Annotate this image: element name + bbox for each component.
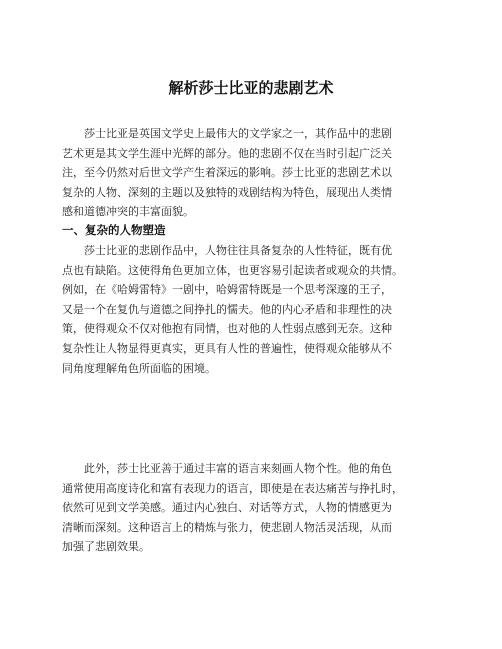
section-heading: 一、复杂的人物塑造: [62, 223, 166, 237]
intro-paragraph: [62, 124, 442, 222]
paragraph-line: 此外，莎士比亚善于通过丰富的语言来刻画人物个性。他的角色: [84, 462, 392, 475]
paragraph-line: 例如，在《哈姆雷特》一剧中，哈姆雷特既是一个思考深邃的王子，: [62, 283, 392, 297]
paragraph-line: 又是一个在复仇与道德之间挣扎的懦夫。他的内心矛盾和非理性的决: [62, 302, 392, 316]
paragraph-line: 感和道德冲突的丰富面貌。: [62, 205, 194, 219]
paragraph-line: 同角度理解角色所面临的困境。: [62, 361, 216, 375]
paragraph-line: 加强了悲剧效果。: [62, 540, 150, 554]
paragraph-line: 复杂性让人物显得更真实，更具有人性的普遍性，使得观众能够从不: [62, 341, 392, 355]
paragraph-line: 通常使用高度诗化和富有表现力的语言，即使是在表达痛苦与挣扎时，: [62, 481, 403, 495]
paragraph-line: 策，使得观众不仅对他抱有同情，也对他的人性弱点感到无奈。这种: [62, 322, 392, 336]
paragraph-line: 依然可见到文学美感。通过内心独白、对话等方式，人物的情感更为: [62, 501, 392, 515]
paragraph-line: 莎士比亚是英国文学史上最伟大的文学家之一，其作品中的悲剧: [84, 127, 392, 140]
paragraph-line: 注，至今仍然对后世文学产生着深远的影响。莎士比亚的悲剧艺术以: [62, 166, 392, 180]
paragraph-line: 复杂的人物、深刻的主题以及独特的戏剧结构为特色，展现出人类情: [62, 185, 392, 199]
section1-paragraph-1: [62, 241, 442, 378]
paragraph-line: 清晰而深刻。这种语言上的精炼与张力，使悲剧人物活灵活现，从而: [62, 520, 392, 534]
paragraph-line: 莎士比亚的悲剧作品中，人物往往具备复杂的人性特征，既有优: [84, 244, 392, 257]
paragraph-line: 艺术更是其文学生涯中光辉的部分。他的悲剧不仅在当时引起广泛关: [62, 146, 392, 160]
paragraph-line: 点也有缺陷。这使得角色更加立体，也更容易引起读者或观众的共情。: [62, 263, 403, 277]
document-title: 解析莎士比亚的悲剧艺术: [168, 79, 334, 97]
section1-paragraph-2: [62, 459, 442, 557]
